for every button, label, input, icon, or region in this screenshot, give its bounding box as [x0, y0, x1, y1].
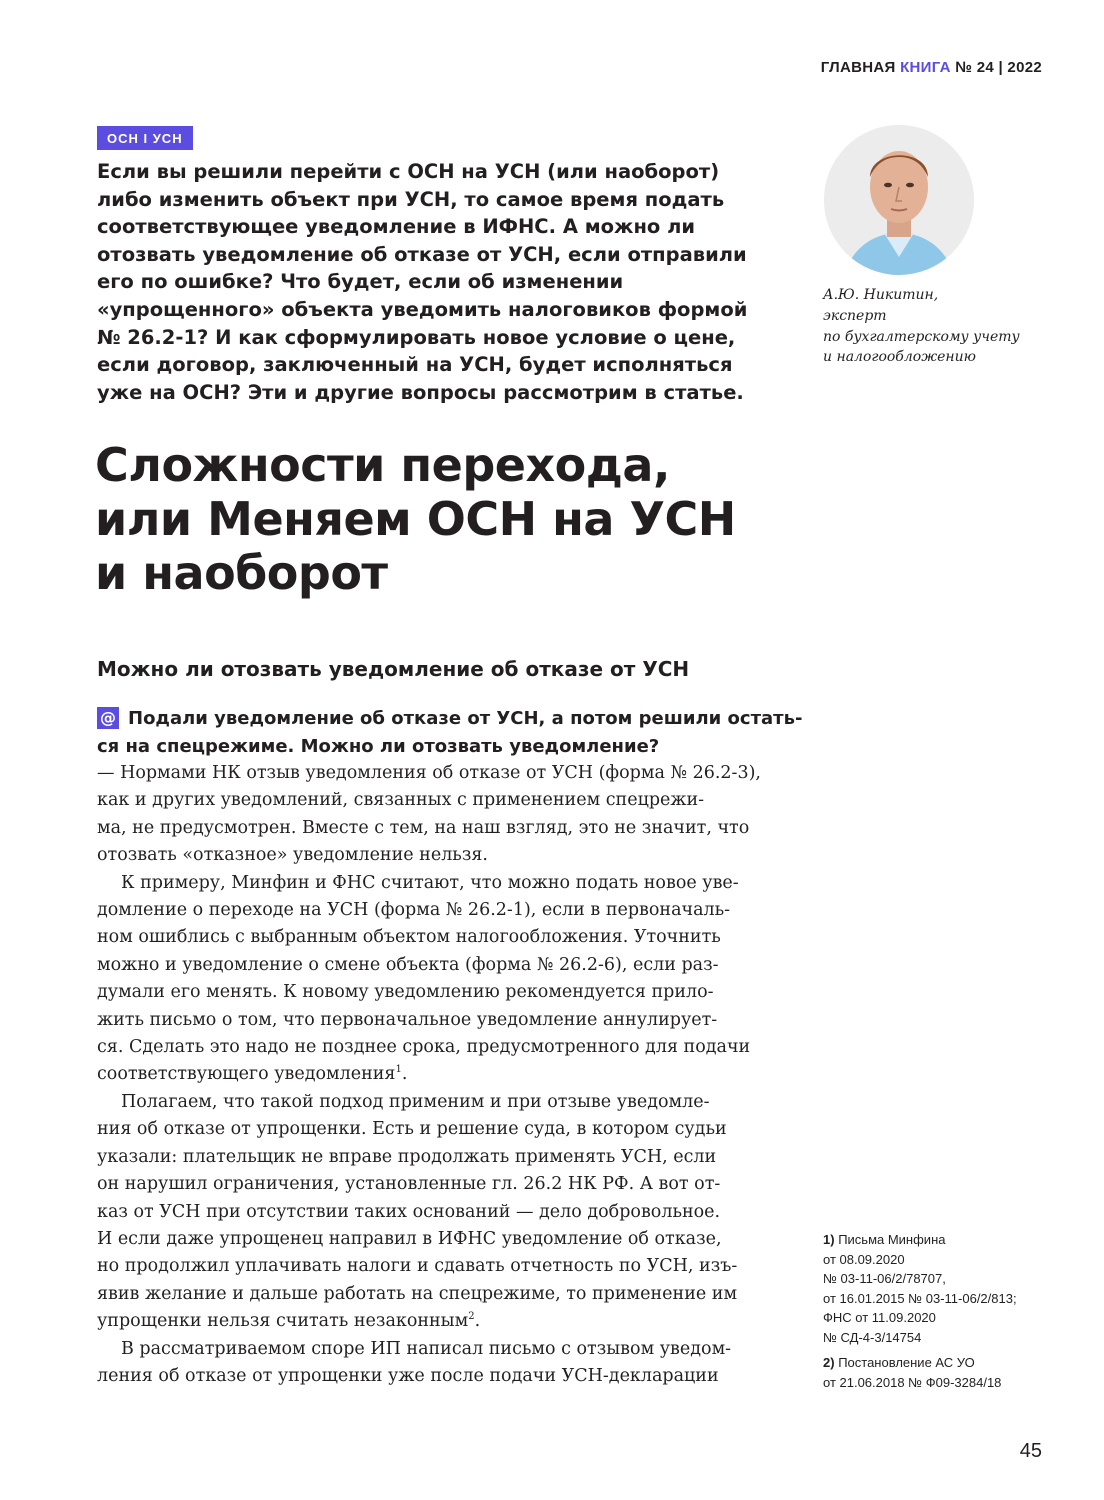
body-line: ния об отказе от упрощенки. Есть и решение суда, в котором судьи: [97, 1119, 727, 1140]
expert-name: А.Ю. Никитин,: [823, 287, 939, 303]
body-line: [97, 1308, 777, 1335]
body-line: ма, не предусмотрен. Вместе с тем, на наш взгляд, это не значит, что: [97, 817, 750, 838]
reader-question: [97, 705, 803, 760]
section-subheading: Можно ли отозвать уведомление об отказе от УСН: [97, 657, 690, 681]
body-line: думали его менять. К новому уведомлению рекомендуется прило-: [97, 982, 714, 1003]
magazine-name-accent: КНИГА: [900, 59, 951, 76]
expert-role: и налогообложению: [823, 349, 976, 366]
lead-line: уже на ОСН? Эти и другие вопросы рассмотрим в статье.: [97, 380, 744, 404]
footnote-text: № СД-4-3/14754: [823, 1329, 922, 1345]
body-line: но продолжил уплачивать налоги и сдавать отчетность по УСН, изъ-: [97, 1256, 738, 1277]
lead-paragraph: [97, 158, 777, 406]
lead-line: Если вы решили перейти с ОСН на УСН (или наоборот): [97, 160, 720, 183]
lead-line: если договор, заключенный на УСН, будет исполняться: [97, 353, 733, 377]
question-line: Подали уведомление об отказе от УСН, а потом решили остать-: [128, 708, 803, 729]
body-text: .: [401, 1064, 408, 1085]
magazine-name: ГЛАВНАЯ: [820, 59, 896, 76]
lead-line: отозвать уведомление об отказе от УСН, если отправили: [97, 242, 747, 266]
body-line: явив желание и дальше работать на спецрежиме, то применение им: [97, 1283, 738, 1304]
body-line: ления об отказе от упрощенки уже после подачи УСН-декларации: [97, 1365, 719, 1386]
lead-line: либо изменить объект при УСН, то самое время подать: [97, 187, 725, 211]
body-line: ся. Сделать это надо не позднее срока, предусмотренного для подачи: [97, 1037, 751, 1058]
question-line: ся на спецрежиме. Можно ли отозвать уведомление?: [97, 735, 660, 757]
lead-line: «упрощенного» объекта уведомить налоговиков формой: [97, 297, 748, 321]
footnote-1: [823, 1230, 1073, 1250]
body-line: — Нормами НК отзыв уведомления об отказе от УСН (форма № 26.2-3),: [97, 763, 761, 783]
body-text: .: [474, 1311, 481, 1332]
footnote-text: № 03-11-06/2/78707,: [823, 1271, 946, 1286]
lead-line: его по ошибке? Что будет, если об изменении: [97, 270, 624, 294]
body-line: Полагаем, что такой подход применим и при отзыве уведомле-: [121, 1091, 710, 1112]
issue-number: № 24 | 2022: [955, 59, 1042, 76]
footnote-text: от 16.01.2015 № 03-11-06/2/813;: [823, 1290, 1017, 1306]
footnote-number: 1): [823, 1232, 835, 1247]
lead-line: № 26.2-1? И как сформулировать новое условие о цене,: [97, 325, 736, 349]
body-line: И если даже упрощенец направил в ИФНС уведомление об отказе,: [97, 1228, 722, 1249]
footnote-ref-1[interactable]: 1: [395, 1064, 402, 1076]
footnote-text: ФНС от 11.09.2020: [823, 1310, 936, 1325]
expert-portrait: [824, 125, 974, 275]
body-line: ном ошиблись с выбранным объектом налогообложения. Уточнить: [97, 927, 721, 948]
lead-line: соответствующее уведомление в ИФНС. А можно ли: [97, 215, 696, 239]
title-line: или Меняем ОСН на УСН: [95, 492, 736, 546]
body-line: В рассматриваемом споре ИП написал письмо с отзывом уведом-: [121, 1338, 732, 1359]
at-sign-icon: @: [97, 707, 119, 729]
article-body: [97, 760, 777, 1390]
body-line: [97, 1061, 777, 1088]
body-line: К примеру, Минфин и ФНС считают, что можно подать новое уве-: [121, 872, 739, 893]
running-header: [821, 59, 1042, 76]
body-line: он нарушил ограничения, установленные гл. 26.2 НК РФ. А вот от-: [97, 1174, 721, 1195]
person-photo-icon: [824, 125, 974, 275]
footnote-2: [823, 1353, 1073, 1373]
footnote-text: Постановление АС УО: [838, 1355, 975, 1370]
body-line: указали: плательщик не вправе продолжать применять УСН, если: [97, 1146, 717, 1167]
expert-role: эксперт: [823, 307, 887, 324]
footnotes: [823, 1230, 1073, 1392]
section-tag: ОСН I УСН: [97, 126, 193, 150]
article-title: [95, 438, 795, 600]
expert-role: по бухгалтерскому учету: [823, 328, 1020, 345]
body-text: упрощенки нельзя считать незаконным: [97, 1311, 469, 1332]
expert-caption: [823, 285, 1063, 368]
page-number: 45: [1019, 1440, 1042, 1462]
body-line: домление о переходе на УСН (форма № 26.2-1), если в первоначаль-: [97, 900, 731, 921]
body-line: как и других уведомлений, связанных с применением спецрежи-: [97, 790, 705, 811]
body-text: соответствующего уведомления: [97, 1064, 396, 1085]
title-line: Сложности перехода,: [95, 438, 670, 492]
footnote-text: от 08.09.2020: [823, 1251, 905, 1267]
body-line: жить письмо о том, что первоначальное уведомление аннулирует-: [97, 1009, 718, 1030]
footnote-ref-2[interactable]: 2: [468, 1311, 475, 1323]
footnote-text: Письма Минфина: [838, 1232, 946, 1247]
body-line: можно и уведомление о смене объекта (форма № 26.2-6), если раз-: [97, 954, 719, 975]
footnote-number: 2): [823, 1355, 835, 1370]
body-line: каз от УСН при отсутствии таких оснований — дело добровольное.: [97, 1201, 721, 1222]
title-line: и наоборот: [95, 546, 388, 600]
body-line: отозвать «отказное» уведомление нельзя.: [97, 845, 488, 866]
footnote-text: от 21.06.2018 № Ф09-3284/18: [823, 1374, 1002, 1390]
